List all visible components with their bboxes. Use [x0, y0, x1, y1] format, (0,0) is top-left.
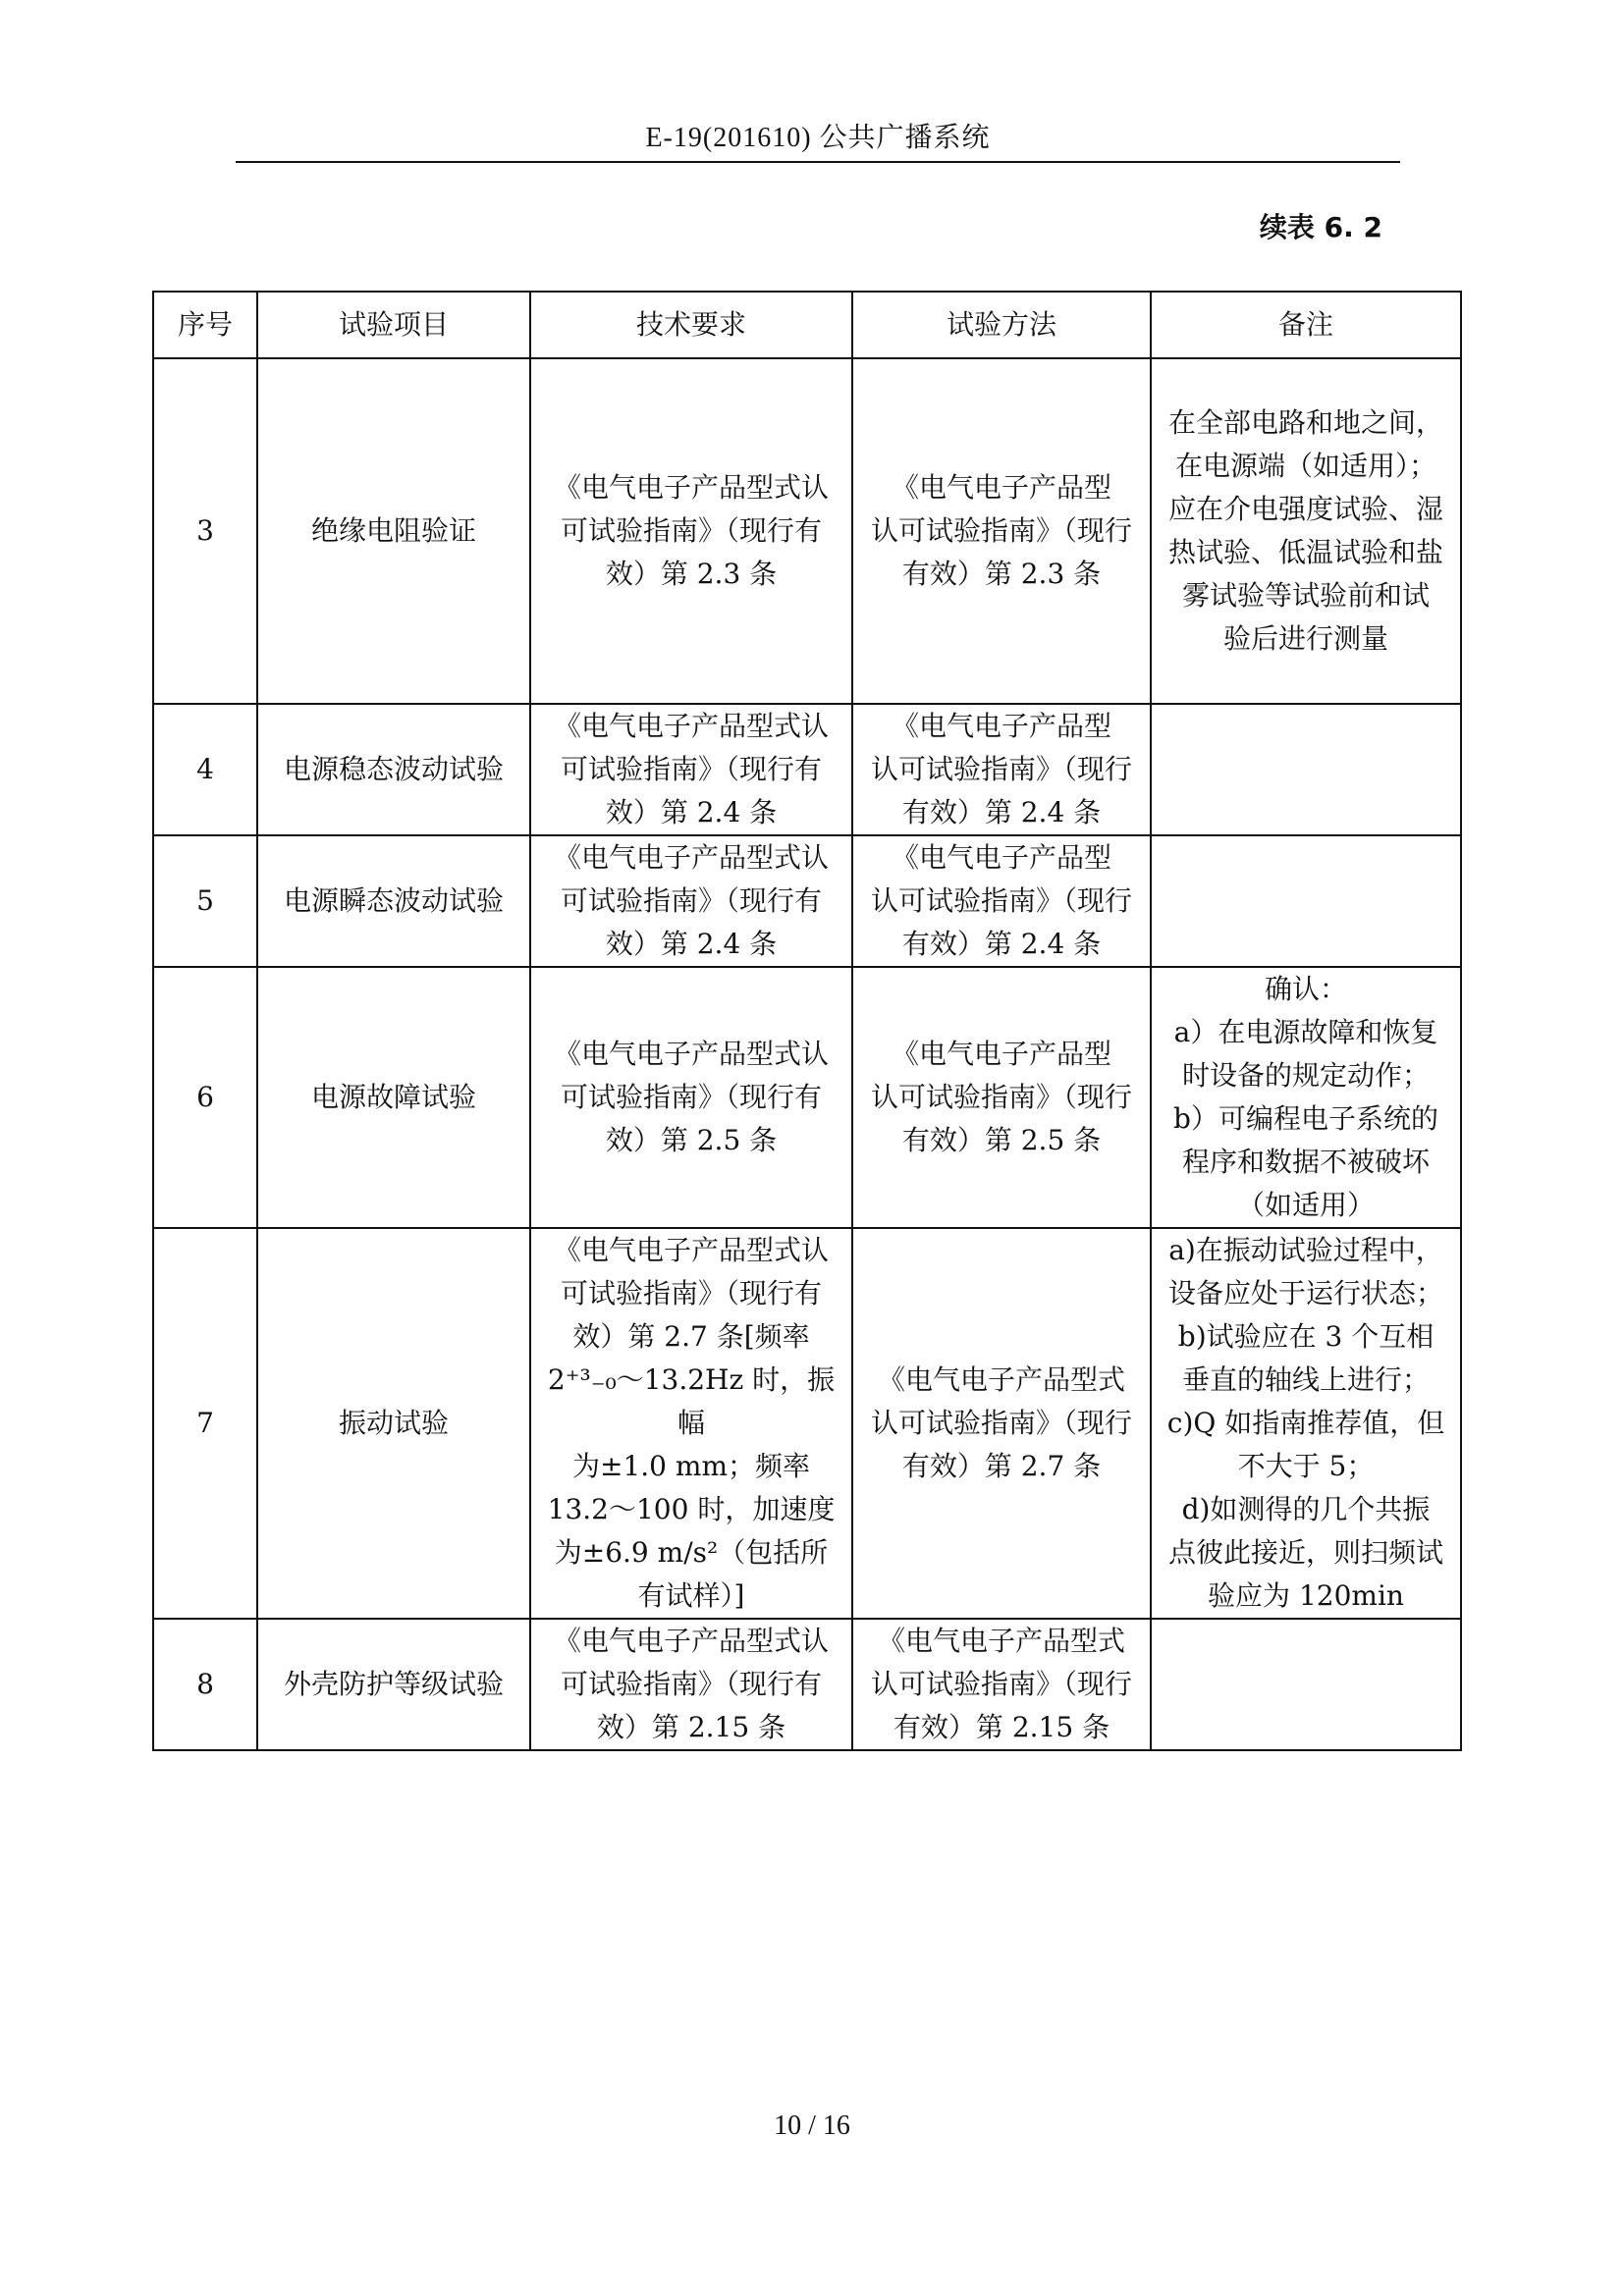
header-rule: [236, 161, 1400, 163]
row-no: 5: [153, 835, 257, 967]
running-header: E-19(201610) 公共广播系统: [645, 123, 991, 153]
remarks-text: 确认： a）在电源故障和恢复 时设备的规定动作； b）可编程电子系统的 程序和数据不被破坏 （如适用）: [1173, 973, 1438, 1221]
row-item: 绝缘电阻验证: [257, 358, 530, 704]
remarks-text: a)在振动试验过程中， 设备应处于运行状态； b)试验应在 3 个互相 垂直的轴线上进行； c)Q 如指南推荐值，但 不大于 5； d)如测得的几个共振 点彼此接近，则扫频试 验应为 120min: [1166, 1234, 1445, 1612]
column-header-method: 试验方法: [852, 292, 1151, 358]
column-header-no: 序号: [153, 292, 257, 358]
row-item: 电源故障试验: [257, 967, 530, 1228]
requirement-text: 《电气电子产品型式认 可试验指南》（现行有 效）第 2.7 条[频率 2⁺³₋₀～13.2Hz 时，振幅 为±1.0 mm；频率 13.2～100 时，加速度 为±6.9 m/s²（包括所 有试样）]: [547, 1234, 836, 1612]
row-requirement: [530, 1228, 852, 1619]
row-remarks: [1151, 1619, 1461, 1750]
row-requirement: [530, 358, 852, 704]
requirement-text: 《电气电子产品型式认 可试验指南》（现行有 效）第 2.4 条: [553, 710, 829, 828]
row-item: 电源稳态波动试验: [257, 704, 530, 835]
requirement-text: 《电气电子产品型式认 可试验指南》（现行有 效）第 2.5 条: [553, 1038, 829, 1156]
row-no: 4: [153, 704, 257, 835]
row-method: [852, 967, 1151, 1228]
row-remarks: [1151, 704, 1461, 835]
row-remarks: [1151, 835, 1461, 967]
row-requirement: [530, 967, 852, 1228]
row-no: 8: [153, 1619, 257, 1750]
table-row: [153, 704, 1461, 835]
row-item: 电源瞬态波动试验: [257, 835, 530, 967]
row-item: 振动试验: [257, 1228, 530, 1619]
row-no: 7: [153, 1228, 257, 1619]
requirement-text: 《电气电子产品型式认 可试验指南》（现行有 效）第 2.4 条: [553, 841, 829, 960]
row-no: 6: [153, 967, 257, 1228]
method-text: 《电气电子产品型式 认可试验指南》（现行 有效）第 2.7 条: [870, 1363, 1132, 1482]
column-header-requirement: 技术要求: [530, 292, 852, 358]
method-text: 《电气电子产品型 认可试验指南》（现行 有效）第 2.4 条: [870, 710, 1132, 828]
requirement-text: 《电气电子产品型式认 可试验指南》（现行有 效）第 2.15 条: [553, 1625, 829, 1743]
row-no: 3: [153, 358, 257, 704]
row-remarks: [1151, 1228, 1461, 1619]
table-row: [153, 967, 1461, 1228]
method-text: 《电气电子产品型 认可试验指南》（现行 有效）第 2.3 条: [870, 471, 1132, 590]
table-row: [153, 1228, 1461, 1619]
table-header-row: [153, 292, 1461, 358]
page-number: 10 / 16: [774, 2110, 850, 2141]
method-text: 《电气电子产品型式 认可试验指南》（现行 有效）第 2.15 条: [870, 1625, 1132, 1743]
row-requirement: [530, 1619, 852, 1750]
remarks-text: 在全部电路和地之间， 在电源端（如适用）； 应在介电强度试验、湿 热试验、低温试验和盐 雾试验等试验前和试 验后进行测量: [1167, 406, 1443, 655]
row-remarks: [1151, 967, 1461, 1228]
row-requirement: [530, 704, 852, 835]
row-item: 外壳防护等级试验: [257, 1619, 530, 1750]
method-text: 《电气电子产品型 认可试验指南》（现行 有效）第 2.5 条: [870, 1038, 1132, 1156]
requirement-text: 《电气电子产品型式认 可试验指南》（现行有 效）第 2.3 条: [553, 471, 829, 590]
column-header-remarks: 备注: [1151, 292, 1461, 358]
column-header-item: 试验项目: [257, 292, 530, 358]
row-method: [852, 358, 1151, 704]
method-text: 《电气电子产品型 认可试验指南》（现行 有效）第 2.4 条: [870, 841, 1132, 960]
row-method: [852, 704, 1151, 835]
row-requirement: [530, 835, 852, 967]
row-method: [852, 835, 1151, 967]
table-row: [153, 358, 1461, 704]
row-method: [852, 1619, 1151, 1750]
table-row: [153, 835, 1461, 967]
test-items-table: [152, 291, 1462, 1751]
table-caption: 续表 6. 2: [1259, 211, 1382, 243]
table-row: [153, 1619, 1461, 1750]
row-remarks: [1151, 358, 1461, 704]
row-method: [852, 1228, 1151, 1619]
